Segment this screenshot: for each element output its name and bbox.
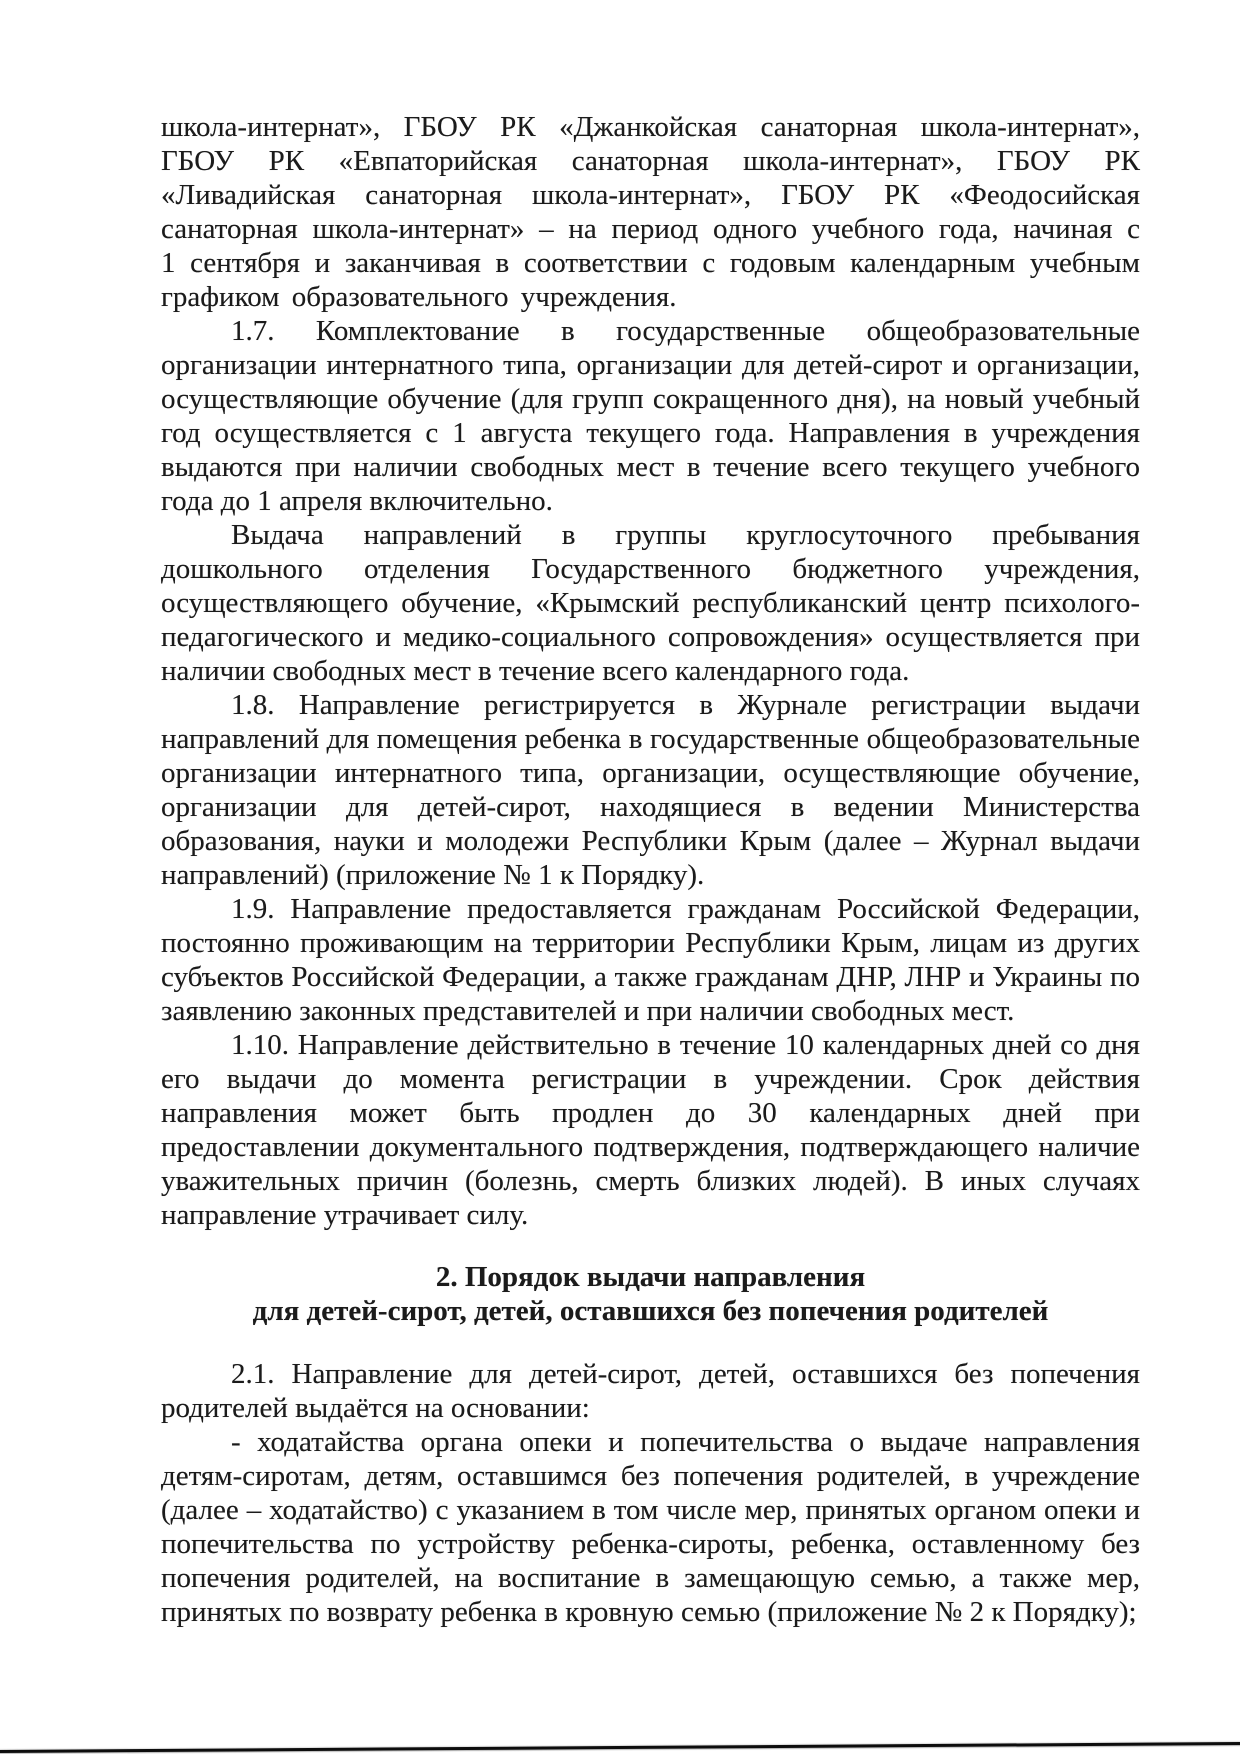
section-2-heading <box>161 1260 1140 1328</box>
clause-2-1: 2.1. Направление для детей-сирот, детей, оставшихся без попечения родителей выдаётся на основании: <box>161 1358 1140 1424</box>
clause-1-8: 1.8. Направление регистрируется в Журнале регистрации выдачи направлений для помещения ребенка в государственные общеобразовательные организации интернатного типа, организации, осуществляющие обучение, организации для детей-сирот, находящиеся в ведении Министерства образования, науки и молодежи Республики Крым (далее – Журнал выдачи направлений) (приложение № 1 к Порядку). <box>161 689 1140 891</box>
document-text-block <box>161 110 1140 1629</box>
clause-round-the-clock-groups: Выдача направлений в группы круглосуточного пребывания дошкольного отделения Государственного бюджетного учреждения, осуществляющего обучение, «Крымский республиканский центр психолого-педагогического и медико-социального сопровождения» осуществляется при наличии свободных мест в течение всего календарного года. <box>161 519 1140 687</box>
item-khodataystvo: - ходатайства органа опеки и попечительства о выдаче направления детям-сиротам, детям, оставшимся без попечения родителей, в учреждение (далее – ходатайство) с указанием в том числе мер, принятых органом опеки и попечительства по устройству ребенка-сироты, ребенка, оставленному без попечения родителей, на воспитание в замещающую семью, а также мер, принятых по возврату ребенка в кровную семью (приложение № 2 к Порядку); <box>161 1426 1140 1628</box>
scan-edge-artifact <box>0 1742 1240 1753</box>
clause-1-7: 1.7. Комплектование в государственные общеобразовательные организации интернатного типа, организации для детей-сирот и организации, осуществляющие обучение (для групп сокращенного дня), на новый учебный год осуществляется с 1 августа текущего года. Направления в учреждения выдаются при наличии свободных мест в течение всего текущего учебного года до 1 апреля включительно. <box>161 315 1140 517</box>
paragraph-continuation: школа-интернат», ГБОУ РК «Джанкойская санаторная школа-интернат», ГБОУ РК «Евпаторийская санаторная школа-интернат», ГБОУ РК «Ливадийская санаторная школа-интернат», ГБОУ РК «Феодосийская санаторная школа-интернат» – на период одного учебного года, начиная с 1 сентября и заканчивая в соответствии с годовым календарным учебным графиком образовательного учреждения. <box>161 111 1140 313</box>
clause-1-10: 1.10. Направление действительно в течение 10 календарных дней со дня его выдачи до момента регистрации в учреждении. Срок действия направления может быть продлен до 30 календарных дней при предоставлении документального подтверждения, подтверждающего наличие уважительных причин (болезнь, смерть близких людей). В иных случаях направление утрачивает силу. <box>161 1029 1140 1231</box>
clause-1-9: 1.9. Направление предоставляется гражданам Российской Федерации, постоянно проживающим на территории Республики Крым, лицам из других субъектов Российской Федерации, а также гражданам ДНР, ЛНР и Украины по заявлению законных представителей и при наличии свободных мест. <box>161 893 1140 1027</box>
section-2-heading-line2: для детей-сирот, детей, оставшихся без попечения родителей <box>252 1295 1049 1327</box>
section-2-heading-line1: 2. Порядок выдачи направления <box>435 1261 866 1293</box>
